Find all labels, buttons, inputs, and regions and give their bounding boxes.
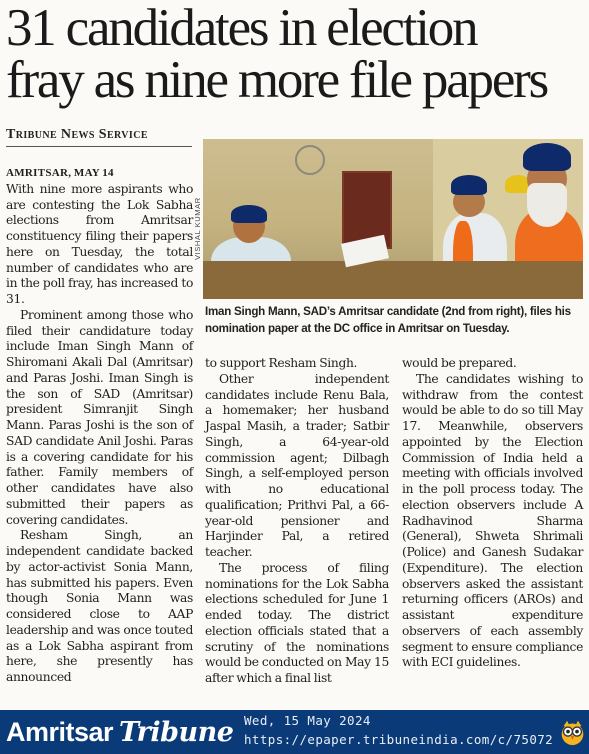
- byline: Tribune News Service: [6, 127, 148, 142]
- article-paragraph: Other independent candidates include Renu Bala, a homemaker; her husband Jaspal Masih, a trader; Satbir Singh, a 64-year-old commission agent; Dilbagh Singh, a self-employed person with no educational qualification; Prithvi Pal, a 66-year-old pensioner and Harjinder Pal, a retired teacher.: [205, 371, 389, 559]
- photo-desk: [203, 261, 583, 299]
- footer-url[interactable]: https://epaper.tribuneindia.com/c/75072: [244, 732, 554, 747]
- footer-brand-name: Tribune: [119, 717, 234, 748]
- article-paragraph: would be prepared.: [402, 356, 517, 370]
- dateline: AMRITSAR, MAY 14: [6, 167, 114, 179]
- photo-fan: [295, 145, 325, 175]
- article-column-2: [205, 356, 389, 687]
- elder-turban: [523, 143, 571, 171]
- candidate-turban: [451, 175, 487, 195]
- footer-meta: [244, 711, 556, 749]
- article-column-1: [6, 165, 193, 686]
- article-paragraph: The candidates wishing to withdraw from the contest would be able to do so till May 17. Meanwhile, observers appointed by the Election Commission of India held a meeting with officials involved in the poll process today. The election observers include A Radhavinod Sharma (General), Shweta Shrimali (Police) and Ganesh Sudakar (Expenditure). The election observers asked the assistant returning officers (AROs) and assistant expenditure observers of each assembly segment to ensure compliance with ECI guidelines.: [402, 371, 583, 670]
- footer-brand: [6, 715, 233, 750]
- article-paragraph: Resham Singh, an independent candidate backed by actor-activist Sonia Mann, has submitted his papers. Even though Sonia Mann was considered close to AAP leadership and was once touted as a Lok Sabha aspirant from here, she presently has announced: [6, 528, 193, 684]
- official-turban: [231, 205, 267, 223]
- headline-line-2: fray as nine more file papers: [6, 51, 548, 109]
- footer-date: Wed, 15 May 2024: [244, 713, 371, 728]
- news-photo: [203, 139, 583, 299]
- headline-line-1: 31 candidates in election: [6, 0, 477, 57]
- article-paragraph: to support Resham Singh.: [205, 356, 358, 370]
- byline-rule: [6, 146, 192, 147]
- photo-credit: VISHAL KUMAR: [193, 197, 202, 260]
- article-paragraph: The process of filing nominations for the Lok Sabha elections scheduled for June 1 ended today. The district election officials stated that a scrutiny of the nominations would be conducted on May 15 after which a final list: [205, 560, 389, 685]
- footer-brand-city: Amritsar: [6, 717, 114, 747]
- article-paragraph: With nine more aspirants who are contesting the Lok Sabha elections from Amritsar constituency filing their papers here on Tuesday, the total number of candidates who are in the poll fray, has increased to 31.: [6, 181, 193, 306]
- owl-icon: [559, 719, 586, 746]
- article-column-3: [402, 356, 583, 671]
- article-paragraph: [6, 165, 193, 182]
- epaper-footer: [0, 710, 589, 754]
- elder-beard: [527, 183, 567, 227]
- article-paragraph: Prominent among those who filed their candidature today include Iman Singh Mann of Shiromani Akali Dal (Amritsar) and Paras Joshi. Iman Singh is the son of SAD (Amritsar) president Simranjit Singh Mann. Paras Joshi is the son of SAD candidate Anil Joshi. Paras is a covering candidate for his father. Family members of other candidates have also submitted their papers as covering candidates.: [6, 307, 193, 527]
- photo-caption: Iman Singh Mann, SAD’s Amritsar candidate (2nd from right), files his nomination paper at the DC office in Amritsar on Tuesday.: [205, 305, 571, 335]
- headline: [6, 0, 586, 109]
